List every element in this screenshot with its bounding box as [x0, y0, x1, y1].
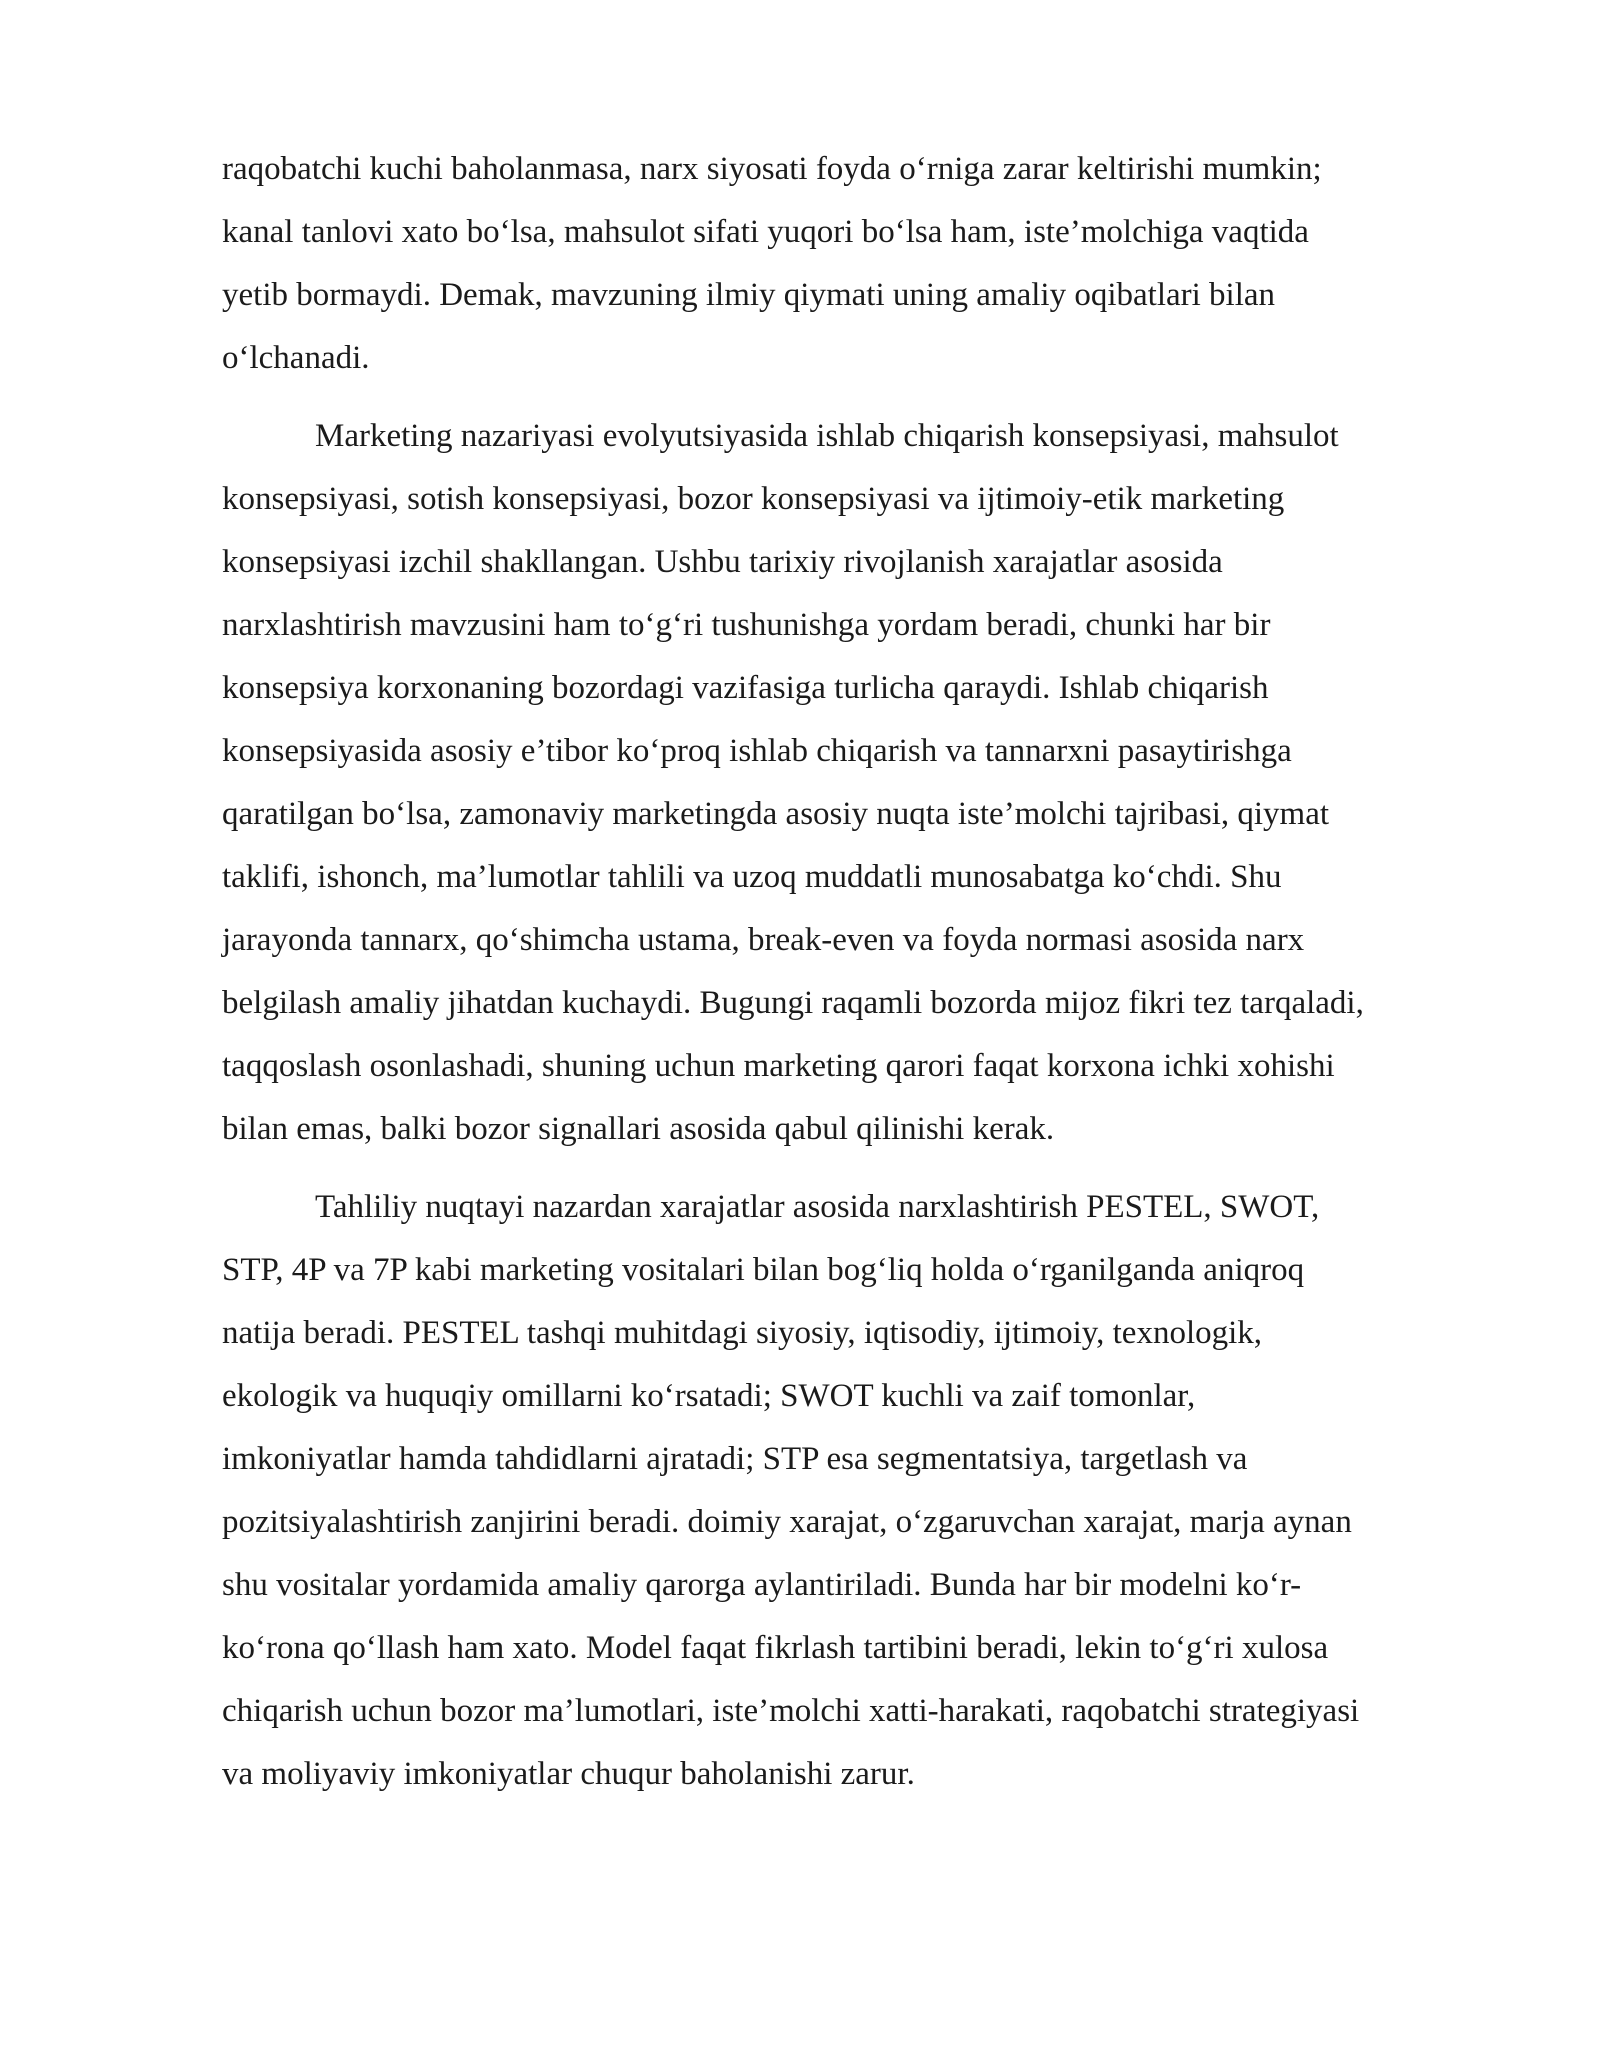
paragraph-line: konsepsiyasida asosiy e’tibor ko‘proq ishlab chiqarish va tannarxni pasaytirishga [222, 733, 1292, 769]
paragraph-line: konsepsiyasi izchil shakllangan. Ushbu tarixiy rivojlanish xarajatlar asosida [222, 544, 1223, 580]
paragraph-line: taqqoslash osonlashadi, shuning uchun marketing qarori faqat korxona ichki xohishi [222, 1048, 1335, 1084]
paragraph-line: raqobatchi kuchi baholanmasa, narx siyosati foyda o‘rniga zarar keltirishi mumkin; [222, 151, 1322, 187]
paragraph-line: ekologik va huquqiy omillarni ko‘rsatadi; SWOT kuchli va zaif tomonlar, [222, 1378, 1196, 1414]
paragraph-line: jarayonda tannarx, qo‘shimcha ustama, break-even va foyda normasi asosida narx [222, 922, 1305, 958]
paragraph-line: Marketing nazariyasi evolyutsiyasida ishlab chiqarish konsepsiyasi, mahsulot [315, 418, 1339, 454]
paragraph-1 [222, 138, 1492, 390]
paragraph-line: o‘lchanadi. [222, 340, 370, 376]
paragraph-line: ko‘rona qo‘llash ham xato. Model faqat fikrlash tartibini beradi, lekin to‘g‘ri xulosa [222, 1630, 1329, 1666]
paragraph-line: Tahliliy nuqtayi nazardan xarajatlar asosida narxlashtirish PESTEL, SWOT, [315, 1189, 1320, 1225]
paragraph-line: shu vositalar yordamida amaliy qarorga aylantiriladi. Bunda har bir modelni ko‘r- [222, 1567, 1302, 1603]
paragraph-3 [222, 1176, 1492, 1806]
paragraph-line: taklifi, ishonch, ma’lumotlar tahlili va uzoq muddatli munosabatga ko‘chdi. Shu [222, 859, 1282, 895]
paragraph-line: STP, 4P va 7P kabi marketing vositalari bilan bog‘liq holda o‘rganilganda aniqroq [222, 1252, 1305, 1288]
paragraph-line: imkoniyatlar hamda tahdidlarni ajratadi; STP esa segmentatsiya, targetlash va [222, 1441, 1248, 1477]
paragraph-line: konsepsiyasi, sotish konsepsiyasi, bozor konsepsiyasi va ijtimoiy-etik marketing [222, 481, 1285, 517]
paragraph-line: konsepsiya korxonaning bozordagi vazifasiga turlicha qaraydi. Ishlab chiqarish [222, 670, 1269, 706]
paragraph-line: natija beradi. PESTEL tashqi muhitdagi siyosiy, iqtisodiy, ijtimoiy, texnologik, [222, 1315, 1263, 1351]
paragraph-line: belgilash amaliy jihatdan kuchaydi. Bugungi raqamli bozorda mijoz fikri tez tarqaladi, [222, 985, 1364, 1021]
paragraph-line: kanal tanlovi xato bo‘lsa, mahsulot sifati yuqori bo‘lsa ham, iste’molchiga vaqtida [222, 214, 1309, 250]
paragraph-2 [222, 405, 1492, 1161]
document-body [222, 138, 1492, 1821]
paragraph-line: chiqarish uchun bozor ma’lumotlari, iste’molchi xatti-harakati, raqobatchi strategiyasi [222, 1693, 1360, 1729]
paragraph-line: narxlashtirish mavzusini ham to‘g‘ri tushunishga yordam beradi, chunki har bir [222, 607, 1271, 643]
paragraph-line: yetib bormaydi. Demak, mavzuning ilmiy qiymati uning amaliy oqibatlari bilan [222, 277, 1276, 313]
paragraph-line: qaratilgan bo‘lsa, zamonaviy marketingda asosiy nuqta iste’molchi tajribasi, qiymat [222, 796, 1330, 832]
paragraph-line: bilan emas, balki bozor signallari asosida qabul qilinishi kerak. [222, 1111, 1055, 1147]
paragraph-line: pozitsiyalashtirish zanjirini beradi. doimiy xarajat, o‘zgaruvchan xarajat, marja aynan [222, 1504, 1352, 1540]
paragraph-line: va moliyaviy imkoniyatlar chuqur baholanishi zarur. [222, 1756, 915, 1792]
